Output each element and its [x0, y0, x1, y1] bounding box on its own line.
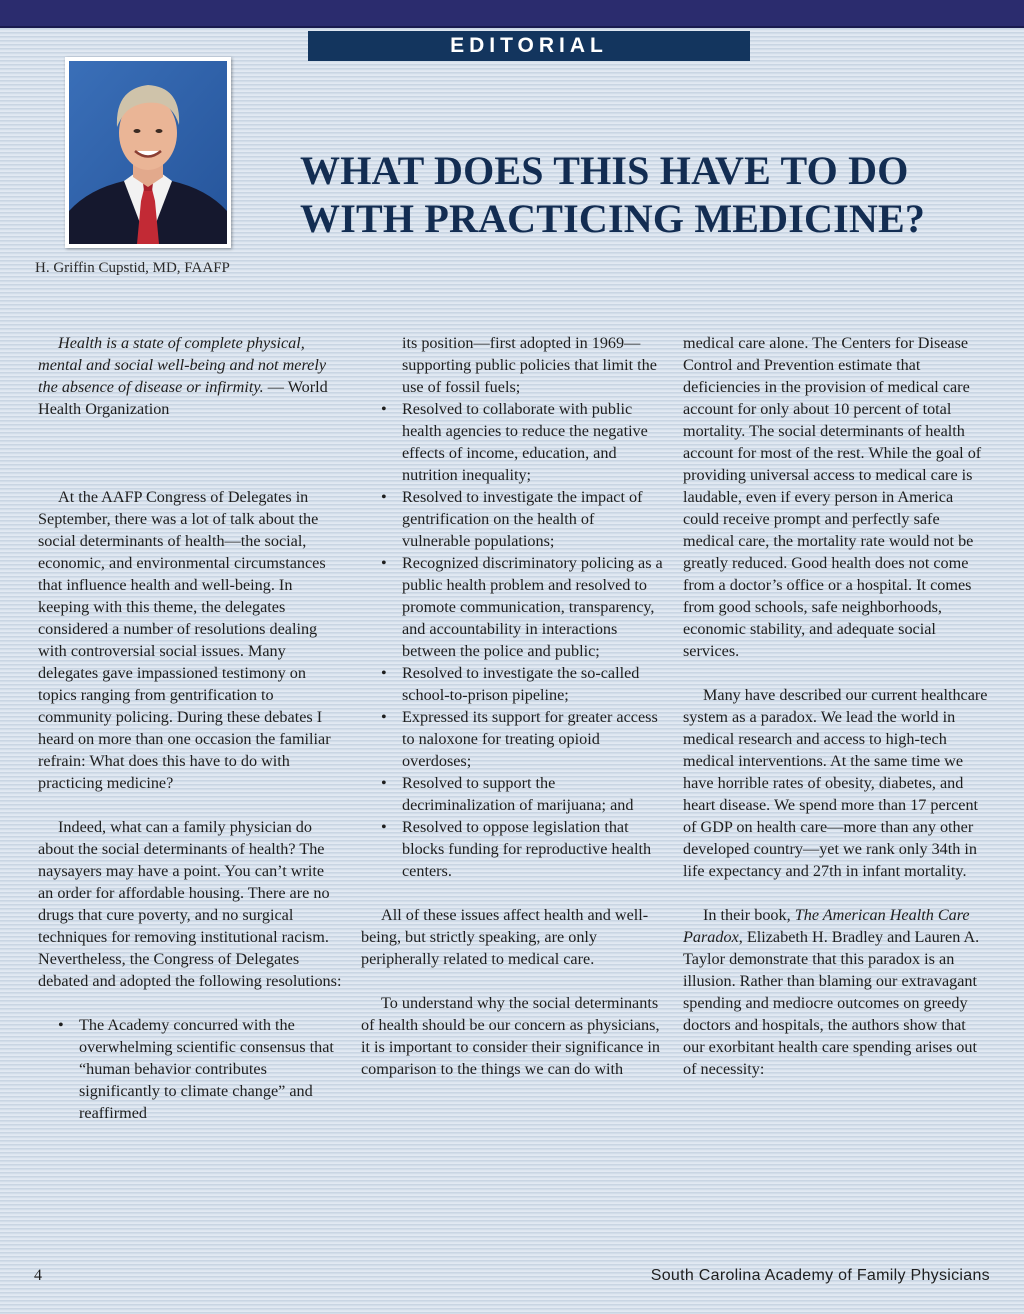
paragraph: medical care alone. The Centers for Disease Control and Prevention estimate that deficiencies in the provision of medical care account for only about 10 percent of total mortality. The social determinants of health account for most of the rest. While the goal of providing universal access to medical care is laudable, even if every person in America could receive prompt and perfectly safe medical care, the mortality rate would not be greatly reduced. Good health does not come from a doctor’s office or a hospital. It comes from good schools, safe neighborhoods, economic stability, and adequate social services.: [683, 334, 982, 660]
paragraph: Indeed, what can a family physician do about the social determinants of health? The naysayers may have a point. You can’t write an order for affordable housing. There are no drugs that cure poverty, and no surgical techniques for removing institutional racism. Nevertheless, the Congress of Delegates debated and adopted the following resolutions:: [38, 818, 342, 990]
list-item: • Recognized discriminatory policing as a public health problem and resolved to promote communication, transparency, and accountability in interactions between the police and public;: [381, 554, 663, 660]
list-item: • Resolved to investigate the impact of gentrification on the health of vulnerable populations;: [381, 488, 643, 550]
resolutions-list: [38, 1014, 343, 1124]
author-photo: [65, 57, 231, 248]
list-item: • Resolved to collaborate with public health agencies to reduce the negative effects of income, education, and nutrition inequality;: [381, 400, 648, 484]
paragraph: All of these issues affect health and well-being, but strictly speaking, are only peripherally related to medical care.: [361, 906, 649, 968]
list-item: • Resolved to oppose legislation that blocks funding for reproductive health centers.: [381, 818, 652, 880]
list-item: • The Academy concurred with the overwhelming scientific consensus that “human behavior contributes significantly to climate change” and reaffirmed: [58, 1016, 334, 1122]
paragraph: In their book, The American Health Care Paradox, Elizabeth H. Bradley and Lauren A. Taylor demonstrate that this paradox is an illusion. Rather than blaming our extravagant spending and mediocre outcomes on greedy doctors and hospitals, the authors show that our exorbitant health care spending arises out of necessity:: [683, 906, 980, 1078]
epigraph-quote: Health is a state of complete physical, mental and social well-being and not merely the absence of disease or infirmity.: [38, 334, 327, 396]
paragraph: To understand why the social determinants of health should be our concern as physicians, it is important to consider their significance in comparison to the things we can do with: [361, 994, 660, 1078]
paragraph: Many have described our current healthcare system as a paradox. We lead the world in medical research and access to high-tech medical interventions. At the same time we have horrible rates of obesity, diabetes, and heart disease. We spend more than 17 percent of GDP on health care—more than any other developed country—yet we rank only 34th in life expectancy and 27th in infant mortality.: [683, 686, 988, 880]
article-column-3: [683, 332, 988, 1080]
list-item: its position—first adopted in 1969—supporting public policies that limit the use of fossil fuels;: [402, 334, 657, 396]
section-banner: EDITORIAL: [308, 31, 750, 61]
author-byline: H. Griffin Cupstid, MD, FAAFP: [35, 260, 230, 276]
publication-name: South Carolina Academy of Family Physicians: [650, 1267, 990, 1284]
epigraph: [38, 332, 343, 420]
list-item: • Resolved to support the decriminalization of marijuana; and: [381, 774, 634, 814]
resolutions-list-continued: [361, 332, 666, 882]
list-item: • Resolved to investigate the so-called school-to-prison pipeline;: [381, 664, 640, 704]
top-color-bar: [0, 0, 1024, 28]
book-title: The American Health Care Paradox: [683, 906, 970, 946]
list-item: • Expressed its support for greater access to naloxone for treating opioid overdoses;: [381, 708, 658, 770]
page-number: 4: [34, 1267, 42, 1284]
epigraph-attribution: — World Health Organization: [38, 378, 328, 418]
article-title: WHAT DOES THIS HAVE TO DO WITH PRACTICING MEDICINE?: [300, 148, 926, 241]
article-column-2: [361, 332, 666, 1080]
paragraph: At the AAFP Congress of Delegates in September, there was a lot of talk about the social determinants of health—the social, economic, and environmental circumstances that influence health and well-being. In keeping with this theme, the delegates considered a number of resolutions dealing with controversial social issues. Many delegates gave impassioned testimony on topics ranging from gentrification to community policing. During these debates I heard on more than one occasion the familiar refrain: What does this have to do with practicing medicine?: [38, 488, 331, 792]
article-column-1: [38, 332, 343, 1124]
